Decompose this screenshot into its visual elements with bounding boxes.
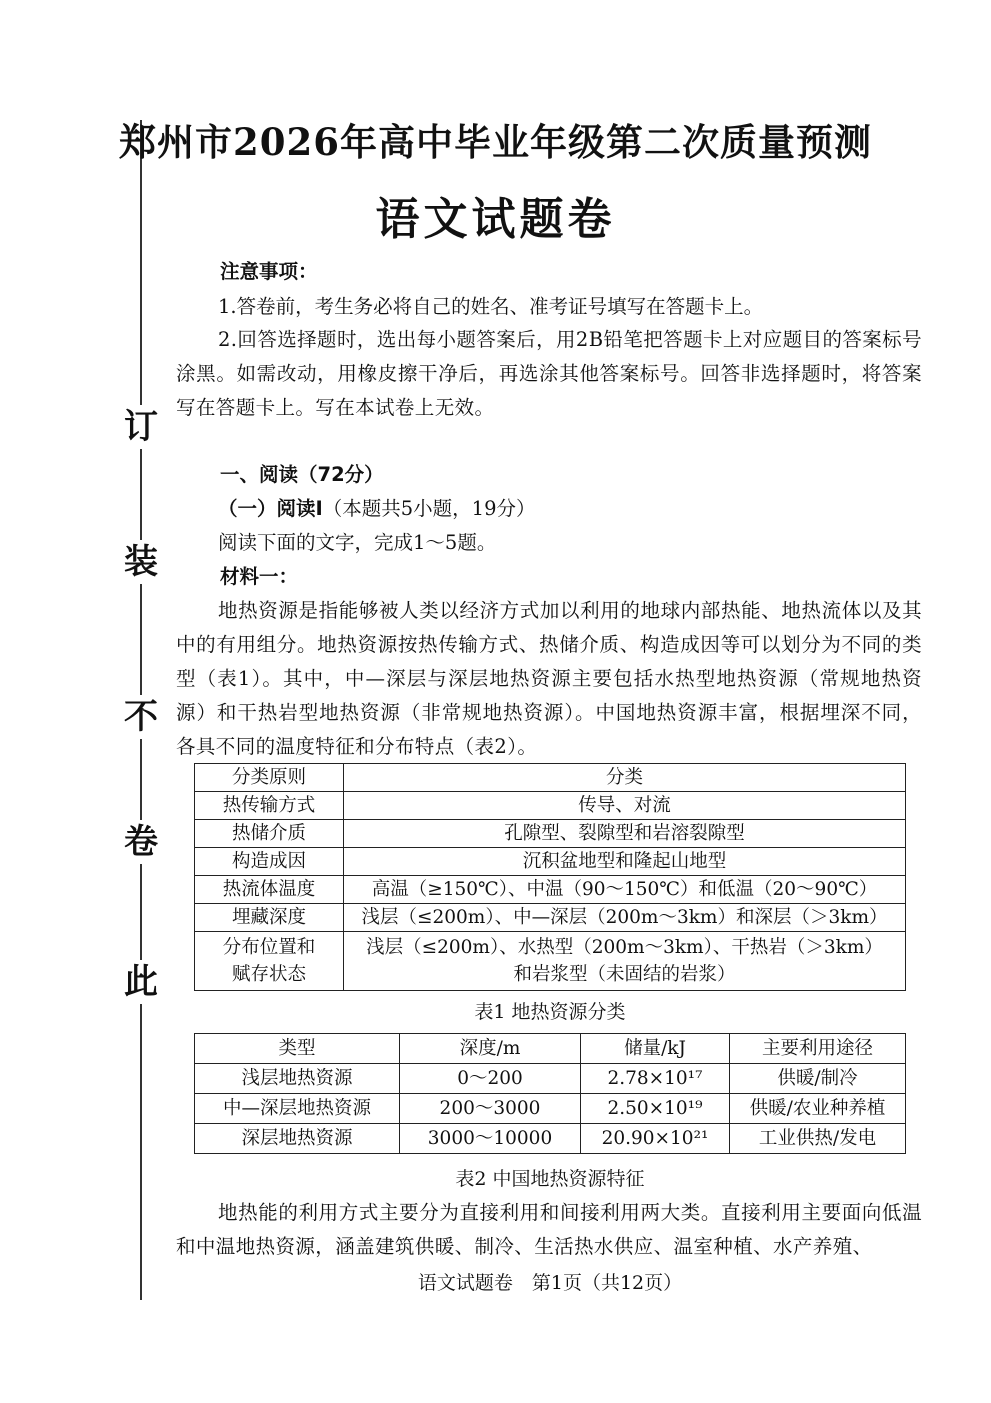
exam-subtitle: 语文试题卷: [375, 194, 616, 245]
table-row: [195, 820, 906, 848]
table2-cell: 供暖/农业种养植: [730, 1094, 906, 1124]
material-paragraph-1: 地热资源是指能够被人类以经济方式加以利用的地球内部热能、地热流体以及其中的有用组分。地热资源按热传输方式、热储介质、构造成因等可以划分为不同的类型（表1）。其中，中—深层与深层地热资源主要包括水热型地热资源（常规地热资源）和干热岩型地热资源（非常规地热资源）。中国地热资源丰富，根据埋深不同，各具不同的温度特征和分布特点（表2）。: [176, 599, 922, 758]
table1-cell: 构造成因: [195, 848, 344, 876]
section-heading: 一、阅读（72分）: [220, 463, 384, 486]
table-2: [194, 1033, 906, 1154]
table1-cell: 孔隙型、裂隙型和岩溶裂隙型: [344, 820, 906, 848]
table2-cell: 浅层地热资源: [195, 1064, 400, 1094]
notice-item-2: 2.回答选择题时，选出每小题答案后，用2B铅笔把答题卡上对应题目的答案标号涂黑。如需改动，用橡皮擦干净后，再选涂其他答案标号。回答非选择题时，将答案写在答题卡上。写在本试卷上无效。: [176, 328, 922, 419]
table1-cell: 浅层（≤200m）、水热型（200m～3km）、干热岩（＞3km）和岩浆型（未固结的岩浆）: [344, 932, 906, 991]
table-row: [195, 904, 906, 932]
table1-cell: 浅层（≤200m）、中—深层（200m～3km）和深层（＞3km）: [344, 904, 906, 932]
page-footer: 语文试题卷 第1页（共12页）: [417, 1272, 683, 1294]
table1-cell: 热流体温度: [195, 876, 344, 904]
table1-cell: 沉积盆地型和隆起山地型: [344, 848, 906, 876]
table-row: [195, 848, 906, 876]
table2-cell: 深层地热资源: [195, 1124, 400, 1154]
table2-header-cell: 深度/m: [400, 1034, 581, 1064]
table1-cell: 埋藏深度: [195, 904, 344, 932]
table2-cell: 中—深层地热资源: [195, 1094, 400, 1124]
table2-cell: 0～200: [400, 1064, 581, 1094]
table-row: [195, 792, 906, 820]
binding-char-3: 不: [124, 697, 158, 737]
table-row: [195, 1064, 906, 1094]
binding-char-4: 装: [124, 542, 158, 582]
table2-header-cell: 储量/kJ: [581, 1034, 730, 1064]
table2-cell: 20.90×10²¹: [581, 1124, 730, 1154]
table1-header-cell: 分类原则: [195, 764, 344, 792]
table1-cell: 传导、对流: [344, 792, 906, 820]
table2-cell: 2.78×10¹⁷: [581, 1064, 730, 1094]
reading-instruction: 阅读下面的文字，完成1～5题。: [218, 531, 497, 554]
table2-cell: 2.50×10¹⁹: [581, 1094, 730, 1124]
notice-heading: 注意事项：: [220, 260, 318, 283]
table1-header-row: [195, 764, 906, 792]
binding-char-1: 此: [124, 962, 158, 1002]
table2-caption: 表2 中国地热资源特征: [455, 1168, 645, 1190]
table2-cell: 工业供热/发电: [730, 1124, 906, 1154]
table1-cell: 分布位置和赋存状态: [195, 932, 344, 991]
binding-char-2: 卷: [124, 822, 158, 862]
table1-header-cell: 分类: [344, 764, 906, 792]
subsection-heading: [218, 492, 536, 526]
material-paragraph-2: 地热能的利用方式主要分为直接利用和间接利用两大类。直接利用主要面向低温和中温地热资源，涵盖建筑供暖、制冷、生活热水供应、温室种植、水产养殖、: [176, 1201, 922, 1258]
table1-caption: 表1 地热资源分类: [474, 1001, 626, 1023]
material-label: 材料一：: [220, 565, 299, 588]
exam-title: 郑州市2026年高中毕业年级第二次质量预测: [119, 120, 872, 164]
subsection-score: （本题共5小题，19分）: [322, 497, 536, 520]
binding-margin: [60, 120, 158, 1300]
table1-cell: 高温（≥150℃）、中温（90～150℃）和低温（20～90℃）: [344, 876, 906, 904]
table1-cell: 热传输方式: [195, 792, 344, 820]
table1-cell: 热储介质: [195, 820, 344, 848]
subsection-title: （一）阅读Ⅰ: [218, 497, 323, 520]
table-row: [195, 1094, 906, 1124]
table-row: [195, 876, 906, 904]
table2-cell: 3000～10000: [400, 1124, 581, 1154]
table2-header-row: [195, 1034, 906, 1064]
table2-cell: 200～3000: [400, 1094, 581, 1124]
table-1: [194, 763, 906, 991]
notice-item-1: 1.答卷前，考生务必将自己的姓名、准考证号填写在答题卡上。: [218, 295, 764, 318]
table-row: [195, 1124, 906, 1154]
binding-char-5: 订: [124, 407, 158, 447]
table2-header-cell: 主要利用途径: [730, 1034, 906, 1064]
table-row: [195, 932, 906, 991]
table2-cell: 供暖/制冷: [730, 1064, 906, 1094]
table2-header-cell: 类型: [195, 1034, 400, 1064]
